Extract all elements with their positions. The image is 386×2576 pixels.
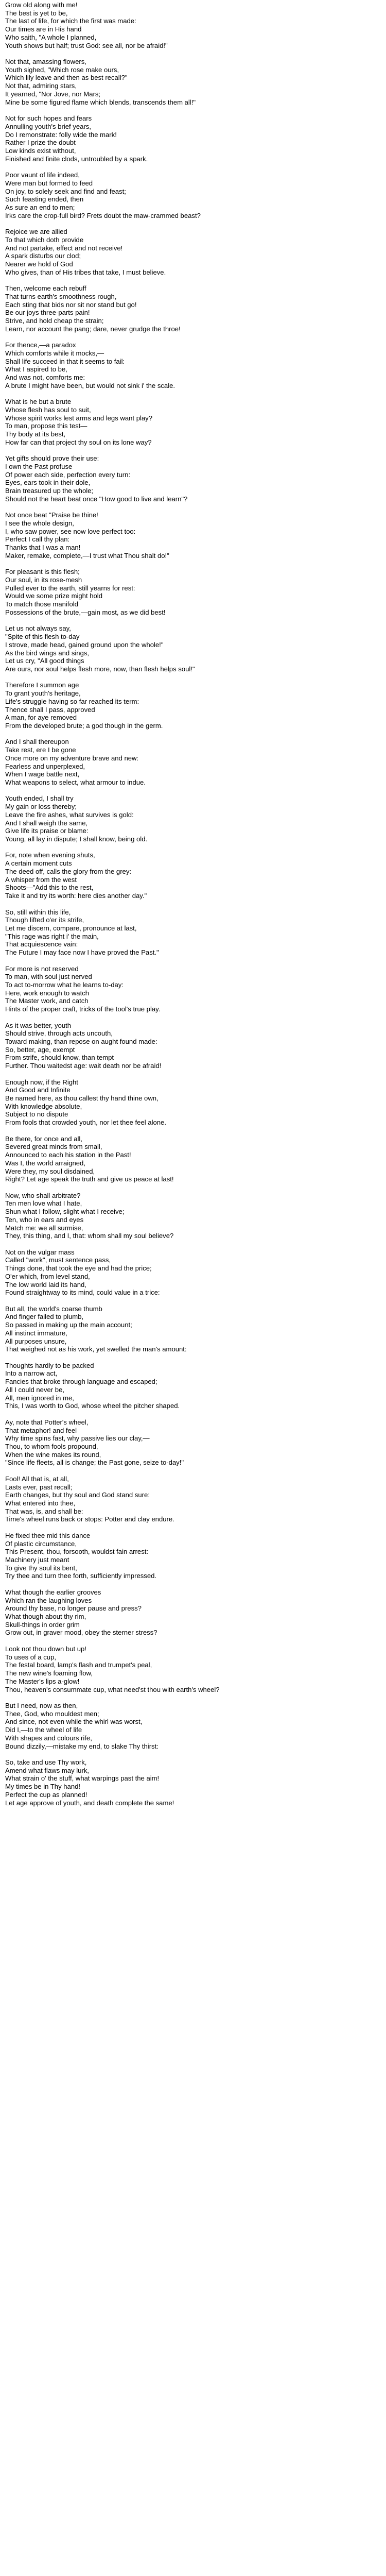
stanza xyxy=(5,681,371,730)
poem-line: Perfect the cup as planned! xyxy=(5,1790,87,1799)
poem-line: So, take and use Thy work, xyxy=(5,1758,87,1766)
poem-line: Strive, and hold cheap the strain; xyxy=(5,317,104,325)
stanza xyxy=(5,284,371,333)
stanza xyxy=(5,1022,371,1070)
poem-line: Let age approve of youth, and death complete the same! xyxy=(5,1799,174,1807)
poem-line: O'er which, from level stand, xyxy=(5,1272,90,1280)
poem-line: Try thee and turn thee forth, sufficiently impressed. xyxy=(5,1572,157,1580)
poem-line: Of plastic circumstance, xyxy=(5,1539,77,1548)
poem-line: Be named here, as thou callest thy hand thine own, xyxy=(5,1094,159,1103)
stanza xyxy=(5,1758,371,1807)
poem-line: That weighed not as his work, yet swelled the man's amount: xyxy=(5,1345,187,1353)
stanza xyxy=(5,341,371,389)
poem-line: Bound dizzily,—mistake my end, to slake Thy thirst: xyxy=(5,1742,159,1750)
poem-line: A brute I might have been, but would not sink i' the scale. xyxy=(5,381,176,389)
poem-line: For pleasant is this flesh; xyxy=(5,568,80,576)
poem-line: That acquiescence vain: xyxy=(5,940,78,948)
poem-line: As the bird wings and sings, xyxy=(5,649,90,657)
poem-line: A man, for aye removed xyxy=(5,714,77,722)
poem-line: Thy body at its best, xyxy=(5,430,66,438)
poem-line: Not that, amassing flowers, xyxy=(5,58,86,66)
poem-line: Each sting that bids nor sit nor stand but go! xyxy=(5,300,137,309)
poem-line: What I aspired to be, xyxy=(5,365,67,374)
poem-line: Match me: we all surmise, xyxy=(5,1224,83,1232)
poem-line: That metaphor! and feel xyxy=(5,1426,77,1434)
poem-line: Were they, my soul disdained, xyxy=(5,1167,95,1175)
poem-line: "Spite of this flesh to-day xyxy=(5,633,80,641)
poem-line: Leave the fire ashes, what survives is gold: xyxy=(5,810,134,819)
poem-line: And finger failed to plumb, xyxy=(5,1313,84,1321)
stanza xyxy=(5,624,371,673)
poem-line: Do I remonstrate: folly wide the mark! xyxy=(5,130,117,139)
stanza xyxy=(5,1,371,49)
poem-line: Take it and try its worth: here dies another day." xyxy=(5,892,147,900)
poem-line: Life's struggle having so far reached its term: xyxy=(5,697,139,705)
poem-line: Then, welcome each rebuff xyxy=(5,284,86,293)
stanza xyxy=(5,1645,371,1693)
stanza xyxy=(5,908,371,957)
poem-line: Hints of the proper craft, tricks of the tool's true play. xyxy=(5,1005,161,1013)
poem-line: For more is not reserved xyxy=(5,964,79,973)
poem-line: When the wine makes its round, xyxy=(5,1450,101,1459)
poem-line: From strife, should know, than tempt xyxy=(5,1054,114,1062)
poem-line: Young, all lay in dispute; I shall know, being old. xyxy=(5,835,148,843)
poem-line: Take rest, ere I be gone xyxy=(5,746,76,754)
poem-line: Low kinds exist without, xyxy=(5,146,76,155)
poem-line: And not partake, effect and not receive! xyxy=(5,244,123,252)
stanza xyxy=(5,965,371,1013)
poem-line: Of power each side, perfection every turn: xyxy=(5,470,131,479)
poem-line: Brain treasured up the whole; xyxy=(5,487,94,495)
poem-line: Things done, that took the eye and had the price; xyxy=(5,1264,152,1273)
poem-line: Eyes, ears took in their dole, xyxy=(5,479,91,487)
stanza xyxy=(5,1362,371,1410)
poem-line: Fearless and unperplexed, xyxy=(5,762,85,770)
poem-line: Perfect I call thy plan: xyxy=(5,535,70,544)
poem-line: Should strive, through acts uncouth, xyxy=(5,1029,113,1038)
poem-line: Once more on my adventure brave and new: xyxy=(5,754,139,762)
poem-line: They, this thing, and I, that: whom shall my soul believe? xyxy=(5,1232,174,1240)
poem-line: Shall life succeed in that it seems to fail: xyxy=(5,357,125,365)
poem-line: Finished and finite clods, untroubled by a spark. xyxy=(5,155,148,163)
poem-line: What entered into thee, xyxy=(5,1499,76,1507)
poem-line: Nearer we hold of God xyxy=(5,260,73,268)
poem-line: Our soul, in its rose-mesh xyxy=(5,576,82,584)
poem-line: The festal board, lamp's flash and trumpet's peal, xyxy=(5,1661,152,1669)
stanza xyxy=(5,1532,371,1580)
poem-line: Would we some prize might hold xyxy=(5,592,102,600)
stanza xyxy=(5,1418,371,1467)
stanza xyxy=(5,171,371,219)
poem-line: All purposes unsure, xyxy=(5,1337,67,1345)
poem-line: So passed in making up the main account; xyxy=(5,1321,132,1329)
poem-line: But all, the world's coarse thumb xyxy=(5,1304,102,1313)
poem-line: Ten men love what I hate, xyxy=(5,1199,82,1208)
stanza xyxy=(5,1248,371,1297)
poem-line: Why time spins fast, why passive lies our clay,— xyxy=(5,1434,150,1443)
poem-line: Here, work enough to watch xyxy=(5,989,90,997)
poem-line: This Present, thou, forsooth, wouldst fain arrest: xyxy=(5,1548,149,1556)
poem-line: All, men ignored in me, xyxy=(5,1394,74,1402)
poem-line: Toward making, than repose on aught found made: xyxy=(5,1038,157,1045)
poem-line: He fixed thee mid this dance xyxy=(5,1531,91,1539)
poem-line: Poor vaunt of life indeed, xyxy=(5,171,80,179)
poem-line: Which comforts while it mocks,— xyxy=(5,349,104,357)
poem-line: To act to-morrow what he learns to-day: xyxy=(5,980,124,989)
poem-line: Fool! All that is, at all, xyxy=(5,1475,69,1483)
poem-line: Now, who shall arbitrate? xyxy=(5,1191,81,1199)
poem-line: Mine be some figured flame which blends, transcends them all!" xyxy=(5,98,196,106)
stanza xyxy=(5,114,371,163)
poem-line: Skull-things in order grim xyxy=(5,1620,80,1629)
stanza xyxy=(5,794,371,843)
poem-line: Look not thou down but up! xyxy=(5,1645,86,1653)
poem-line: The new wine's foaming flow, xyxy=(5,1669,93,1677)
poem-line: I own the Past profuse xyxy=(5,462,73,470)
stanza xyxy=(5,1192,371,1240)
poem-line: Such feasting ended, then xyxy=(5,195,84,204)
stanza xyxy=(5,454,371,503)
poem-line: Yet gifts should prove their use: xyxy=(5,454,99,463)
poem-line: As sure an end to men; xyxy=(5,203,75,211)
poem-line: "Since life fleets, all is change; the Past gone, seize to-day!" xyxy=(5,1459,184,1467)
poem-line: Let us cry, "All good things xyxy=(5,657,84,665)
poem-line: Maker, remake, complete,—I trust what Thou shalt do!" xyxy=(5,551,169,560)
poem-line: Rejoice we are allied xyxy=(5,228,67,236)
stanza xyxy=(5,1135,371,1183)
poem-line: Further. Thou waitedst age: wait death nor be afraid! xyxy=(5,1062,162,1070)
poem-line: The last of life, for which the first was made: xyxy=(5,17,136,25)
poem-line: And was not, comforts me: xyxy=(5,374,85,382)
poem-line: A spark disturbs our clod; xyxy=(5,252,81,260)
poem-line: Were man but formed to feed xyxy=(5,179,93,187)
poem-line: Thence shall I pass, approved xyxy=(5,705,95,714)
poem-line: Be our joys three-parts pain! xyxy=(5,309,90,317)
poem-line: Shun what I follow, slight what I receive; xyxy=(5,1208,125,1216)
poem-line: Machinery just meant xyxy=(5,1556,69,1564)
poem-line: Thoughts hardly to be packed xyxy=(5,1361,94,1369)
poem-line: So, better, age, exempt xyxy=(5,1045,75,1054)
poem-line: Not once beat "Praise be thine! xyxy=(5,511,98,519)
poem-line: Severed great minds from small, xyxy=(5,1143,102,1151)
poem-line: Grow old along with me! xyxy=(5,1,78,9)
stanza xyxy=(5,398,371,446)
poem-line: To that which doth provide xyxy=(5,235,84,244)
poem-line: Which lily leave and then as best recall?" xyxy=(5,74,128,82)
poem-line: Learn, nor account the pang; dare, never grudge the throe! xyxy=(5,325,181,333)
poem-line: To uses of a cup, xyxy=(5,1653,56,1661)
poem-line: And I shall weigh the same, xyxy=(5,819,88,827)
stanza xyxy=(5,738,371,786)
poem-line: From the developed brute; a god though in the germ. xyxy=(5,721,163,730)
poem-line: Who gives, than of His tribes that take, I must believe. xyxy=(5,268,166,276)
poem-line: Shoots—"Add this to the rest, xyxy=(5,884,94,892)
poem-line: Whose spirit works lest arms and legs want play? xyxy=(5,414,152,422)
poem-line: Right? Let age speak the truth and give us peace at last! xyxy=(5,1175,174,1183)
poem-line: Irks care the crop-full bird? Frets doubt the maw-crammed beast? xyxy=(5,211,201,219)
stanza xyxy=(5,511,371,560)
poem-line: What weapons to select, what armour to indue. xyxy=(5,778,146,786)
poem-line: But I need, now as then, xyxy=(5,1701,78,1709)
poem-line: Into a narrow act, xyxy=(5,1369,58,1378)
poem-line: Around thy base, no longer pause and press? xyxy=(5,1604,142,1613)
poem-line: "This rage was right i' the main, xyxy=(5,932,99,940)
poem-line: To match those manifold xyxy=(5,600,78,608)
poem-line: What though about thy rim, xyxy=(5,1613,86,1621)
poem-line: Did I,—to the wheel of life xyxy=(5,1726,82,1734)
poem-line: Youth shows but half; trust God: see all, nor be afraid!" xyxy=(5,41,168,49)
poem-line: To man, with soul just nerved xyxy=(5,973,92,981)
poem-line: To give thy soul its bent, xyxy=(5,1564,77,1572)
poem-line: From fools that crowded youth, nor let thee feel alone. xyxy=(5,1118,166,1127)
poem-line: And I shall thereupon xyxy=(5,738,69,746)
poem-line: Should not the heart beat once "How good to live and learn"? xyxy=(5,495,188,503)
poem-line: Found straightway to its mind, could value in a trice: xyxy=(5,1289,160,1297)
poem-line: Youth sighed, "Which rose make ours, xyxy=(5,65,119,74)
poem-line: The low world laid its hand, xyxy=(5,1280,86,1289)
poem-line: Enough now, if the Right xyxy=(5,1078,78,1086)
poem-line: Was I, the world arraigned, xyxy=(5,1159,85,1167)
poem-line: Pulled ever to the earth, still yearns for rest: xyxy=(5,584,135,592)
poem-line: Ay, note that Potter's wheel, xyxy=(5,1418,89,1426)
poem-line: Time's wheel runs back or stops: Potter and clay endure. xyxy=(5,1515,174,1523)
poem-line: I strove, made head, gained ground upon the whole!" xyxy=(5,640,164,649)
stanza xyxy=(5,1475,371,1523)
stanza xyxy=(5,1305,371,1353)
stanza xyxy=(5,851,371,900)
poem-line: Let me discern, compare, pronounce at last, xyxy=(5,924,137,932)
stanza xyxy=(5,58,371,106)
poem-line: As it was better, youth xyxy=(5,1021,72,1029)
poem-line: To man, propose this test— xyxy=(5,422,87,430)
poem-line: I, who saw power, see now love perfect too: xyxy=(5,527,136,535)
poem-line: A certain moment cuts xyxy=(5,859,72,868)
poem-line: A whisper from the west xyxy=(5,875,77,884)
poem-line: This, I was worth to God, whose wheel the pitcher shaped. xyxy=(5,1402,180,1410)
poem-line: On joy, to solely seek and find and feast; xyxy=(5,187,126,195)
poem-line: Annulling youth's brief years, xyxy=(5,122,91,130)
poem-line: Thou, to whom fools propound, xyxy=(5,1442,98,1450)
poem-line: Possessions of the brute,—gain most, as we did best! xyxy=(5,608,166,616)
poem-line: Whose flesh has soul to suit, xyxy=(5,405,91,414)
poem-line: Thanks that I was a man! xyxy=(5,544,81,552)
poem-line: Thee, God, who mouldest men; xyxy=(5,1709,99,1718)
poem-line: My times be in Thy hand! xyxy=(5,1783,81,1791)
poem-line: Announced to each his station in the Past! xyxy=(5,1151,131,1159)
poem-line: Which ran the laughing loves xyxy=(5,1596,92,1604)
poem-line: Not on the vulgar mass xyxy=(5,1248,75,1256)
poem-line: That turns earth's smoothness rough, xyxy=(5,292,117,300)
poem-line: With shapes and colours rife, xyxy=(5,1734,92,1742)
poem-line: Earth changes, but thy soul and God stand sure: xyxy=(5,1491,150,1499)
poem-line: To grant youth's heritage, xyxy=(5,689,81,698)
poem-line: Lasts ever, past recall; xyxy=(5,1483,73,1491)
poem-line: The deed off, calls the glory from the grey: xyxy=(5,867,132,875)
poem-line: What is he but a brute xyxy=(5,398,72,406)
poem-line: Ten, who in ears and eyes xyxy=(5,1215,84,1224)
poem-line: With knowledge absolute, xyxy=(5,1102,82,1110)
poem-line: What though the earlier grooves xyxy=(5,1588,101,1596)
poem-line: Youth ended, I shall try xyxy=(5,794,74,803)
poem-line: Let us not always say, xyxy=(5,624,71,633)
poem-line: Our times are in His hand xyxy=(5,25,82,33)
poem-line: Be there, for once and all, xyxy=(5,1134,82,1143)
poem-line: It yearned, "Nor Jove, nor Mars; xyxy=(5,90,101,98)
poem-line: That was, is, and shall be: xyxy=(5,1507,83,1515)
poem-line: And since, not even while the whirl was worst, xyxy=(5,1718,143,1726)
poem-line: The Master's lips a-glow! xyxy=(5,1677,80,1685)
poem-line: Subject to no dispute xyxy=(5,1110,68,1118)
stanza xyxy=(5,568,371,616)
poem-line: Called "work", must sentence pass, xyxy=(5,1256,111,1264)
poem-line: Amend what flaws may lurk, xyxy=(5,1766,90,1774)
poem-line: Though lifted o'er its strife, xyxy=(5,916,84,924)
poem-line: For, note when evening shuts, xyxy=(5,851,95,859)
poem-line: What strain o' the stuff, what warpings past the aim! xyxy=(5,1774,160,1783)
poem-line: All instinct immature, xyxy=(5,1329,67,1337)
poem-line: All I could never be, xyxy=(5,1385,64,1394)
poem-line: Thou, heaven's consummate cup, what need'st thou with earth's wheel? xyxy=(5,1685,220,1693)
stanza xyxy=(5,1588,371,1637)
poem-line: Rather I prize the doubt xyxy=(5,139,76,147)
poem-line: The best is yet to be, xyxy=(5,9,68,17)
poem-line: My gain or loss thereby; xyxy=(5,803,77,811)
poem-line: When I wage battle next, xyxy=(5,770,80,778)
stanza xyxy=(5,228,371,276)
poem-line: So, still within this life, xyxy=(5,908,71,916)
poem-line: Not that, admiring stars, xyxy=(5,82,77,90)
stanza xyxy=(5,1702,371,1750)
poem-line: Fancies that broke through language and escaped; xyxy=(5,1378,157,1386)
poem-line: The Master work, and catch xyxy=(5,997,89,1005)
poem-line: Who saith, "A whole I planned, xyxy=(5,33,97,41)
poem-line: And Good and Infinite xyxy=(5,1086,71,1094)
poem-line: Are ours, nor soul helps flesh more, now, than flesh helps soul!" xyxy=(5,665,195,673)
poem-line: The Future I may face now I have proved the Past." xyxy=(5,948,159,957)
poem-line: Not for such hopes and fears xyxy=(5,114,92,123)
poem-line: How far can that project thy soul on its lone way? xyxy=(5,438,152,446)
stanza xyxy=(5,1078,371,1127)
poem-line: Give life its praise or blame: xyxy=(5,827,89,835)
poem-line: For thence,—a paradox xyxy=(5,341,76,349)
poem-line: Grow out, in graver mood, obey the sterner stress? xyxy=(5,1629,157,1637)
poem-line: I see the whole design, xyxy=(5,519,74,527)
poem-line: Therefore I summon age xyxy=(5,681,79,689)
